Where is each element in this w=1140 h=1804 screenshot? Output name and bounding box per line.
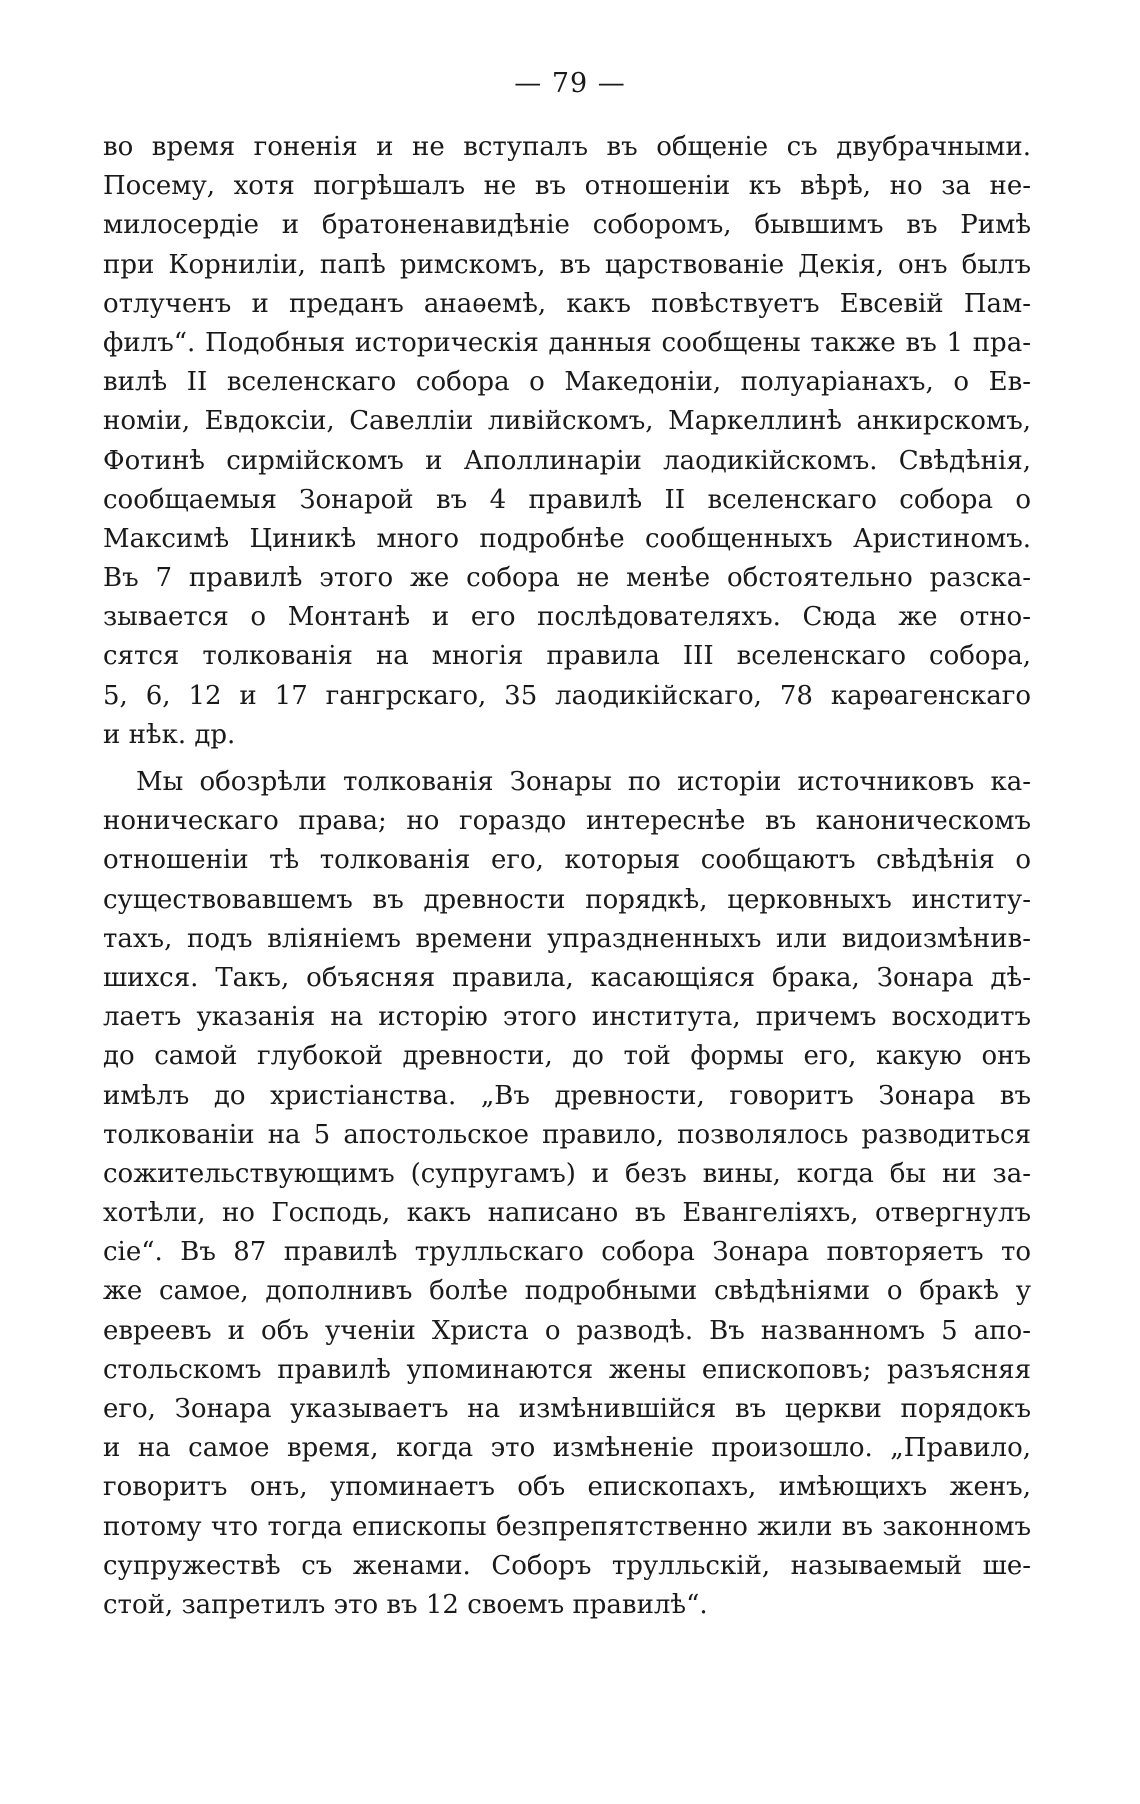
text-line: зывается о Монтанѣ и его послѣдователяхъ. Сюда же отно- — [103, 602, 1031, 633]
text-line: отлученъ и преданъ анаѳемѣ, какъ повѣствуетъ Евсевій Пам- — [103, 288, 1031, 319]
text-line: евреевъ и объ ученіи Христа о разводѣ. Въ названномъ 5 апо- — [103, 1315, 1031, 1346]
text-line: 5, 6, 12 и 17 гангрскаго, 35 лаодикійскаго, 78 карѳагенскаго — [103, 680, 1031, 711]
text-line: его, Зонара указываетъ на измѣнившійся въ церкви порядокъ — [103, 1394, 1031, 1424]
text-line: существовавшемъ въ древности порядкѣ, церковныхъ институ- — [103, 884, 1031, 915]
text-line: Мы обозрѣли толкованія Зонары по исторіи источниковъ ка- — [136, 767, 1031, 797]
text-line: же самое, дополнивъ болѣе подробными свѣдѣніями о бракѣ у — [103, 1276, 1031, 1307]
text-line: имѣлъ до христіанства. „Въ древности, говоритъ Зонара въ — [103, 1080, 1031, 1111]
text-line: Посему, хотя погрѣшалъ не въ отношеніи къ вѣрѣ, но за не- — [103, 171, 1031, 202]
text-line: тахъ, подъ вліяніемъ времени упраздненныхъ или видоизмѣнив- — [103, 923, 1031, 954]
text-line: хотѣли, но Господь, какъ написано въ Евангеліяхъ, отвергнулъ — [103, 1198, 1031, 1229]
text-line: Максимѣ Циникѣ много подробнѣе сообщенныхъ Аристиномъ. — [103, 523, 1031, 554]
text-line: Фотинѣ сирмійскомъ и Аполлинаріи лаодикійскомъ. Свѣдѣнія, — [103, 445, 1031, 476]
text-line: до самой глубокой древности, до той формы его, какую онъ — [103, 1041, 1031, 1072]
paragraph-2 — [103, 763, 1031, 1625]
text-line: и нѣк. др. — [103, 719, 236, 750]
text-line: милосердіе и братоненавидѣніе соборомъ, бывшимъ въ Римѣ — [103, 210, 1031, 241]
paragraph-1 — [103, 128, 1031, 755]
text-line: во время гоненія и не вступалъ въ общеніе съ двубрачными. — [103, 132, 1031, 162]
text-line: шихся. Такъ, объясняя правила, касающіяся брака, Зонара дѣ- — [103, 962, 1031, 993]
text-line: филъ“. Подобныя историческія данныя сообщены также въ 1 пра- — [103, 327, 1031, 358]
text-line: при Корниліи, папѣ римскомъ, въ царствованіе Декія, онъ былъ — [103, 249, 1031, 280]
text-line: сіе“. Въ 87 правилѣ трулльскаго собора Зонара повторяетъ то — [103, 1237, 1031, 1268]
text-line: супружествѣ съ женами. Соборъ трулльскій, называемый ше- — [103, 1550, 1031, 1581]
page-number: — 79 — — [514, 68, 626, 99]
text-line: лаетъ указанія на исторію этого института, причемъ восходитъ — [103, 1002, 1031, 1033]
text-line: сообщаемыя Зонарой въ 4 правилѣ II вселенскаго собора о — [103, 484, 1031, 515]
text-line: стольскомъ правилѣ упоминаются жены епископовъ; разъясняя — [103, 1354, 1031, 1385]
text-line: отношеніи тѣ толкованія его, которыя сообщаютъ свѣдѣнія о — [103, 845, 1031, 876]
text-line: сожительствующимъ (супругамъ) и безъ вины, когда бы ни за- — [103, 1158, 1031, 1189]
text-line: говоритъ онъ, упоминаетъ объ епископахъ, имѣющихъ женъ, — [103, 1472, 1031, 1503]
text-line: вилѣ II вселенскаго собора о Македоніи, полуаріанахъ, о Ев- — [103, 367, 1031, 398]
text-line: сятся толкованія на многія правила III вселенскаго собора, — [103, 641, 1031, 672]
text-line: толкованіи на 5 апостольское правило, позволялось разводиться — [103, 1119, 1031, 1150]
text-line: стой, запретилъ это въ 12 своемъ правилѣ“. — [103, 1589, 708, 1620]
text-line: ноническаго права; но гораздо интереснѣе въ каноническомъ — [103, 806, 1031, 837]
text-line: Въ 7 правилѣ этого же собора не менѣе обстоятельно разска- — [103, 563, 1031, 594]
text-line: потому что тогда епископы безпрепятственно жили въ законномъ — [103, 1511, 1031, 1542]
text-line: и на самое время, когда это измѣненіе произошло. „Правило, — [103, 1433, 1031, 1464]
text-line: номіи, Евдоксіи, Савелліи ливійскомъ, Маркеллинѣ анкирскомъ, — [103, 406, 1031, 437]
